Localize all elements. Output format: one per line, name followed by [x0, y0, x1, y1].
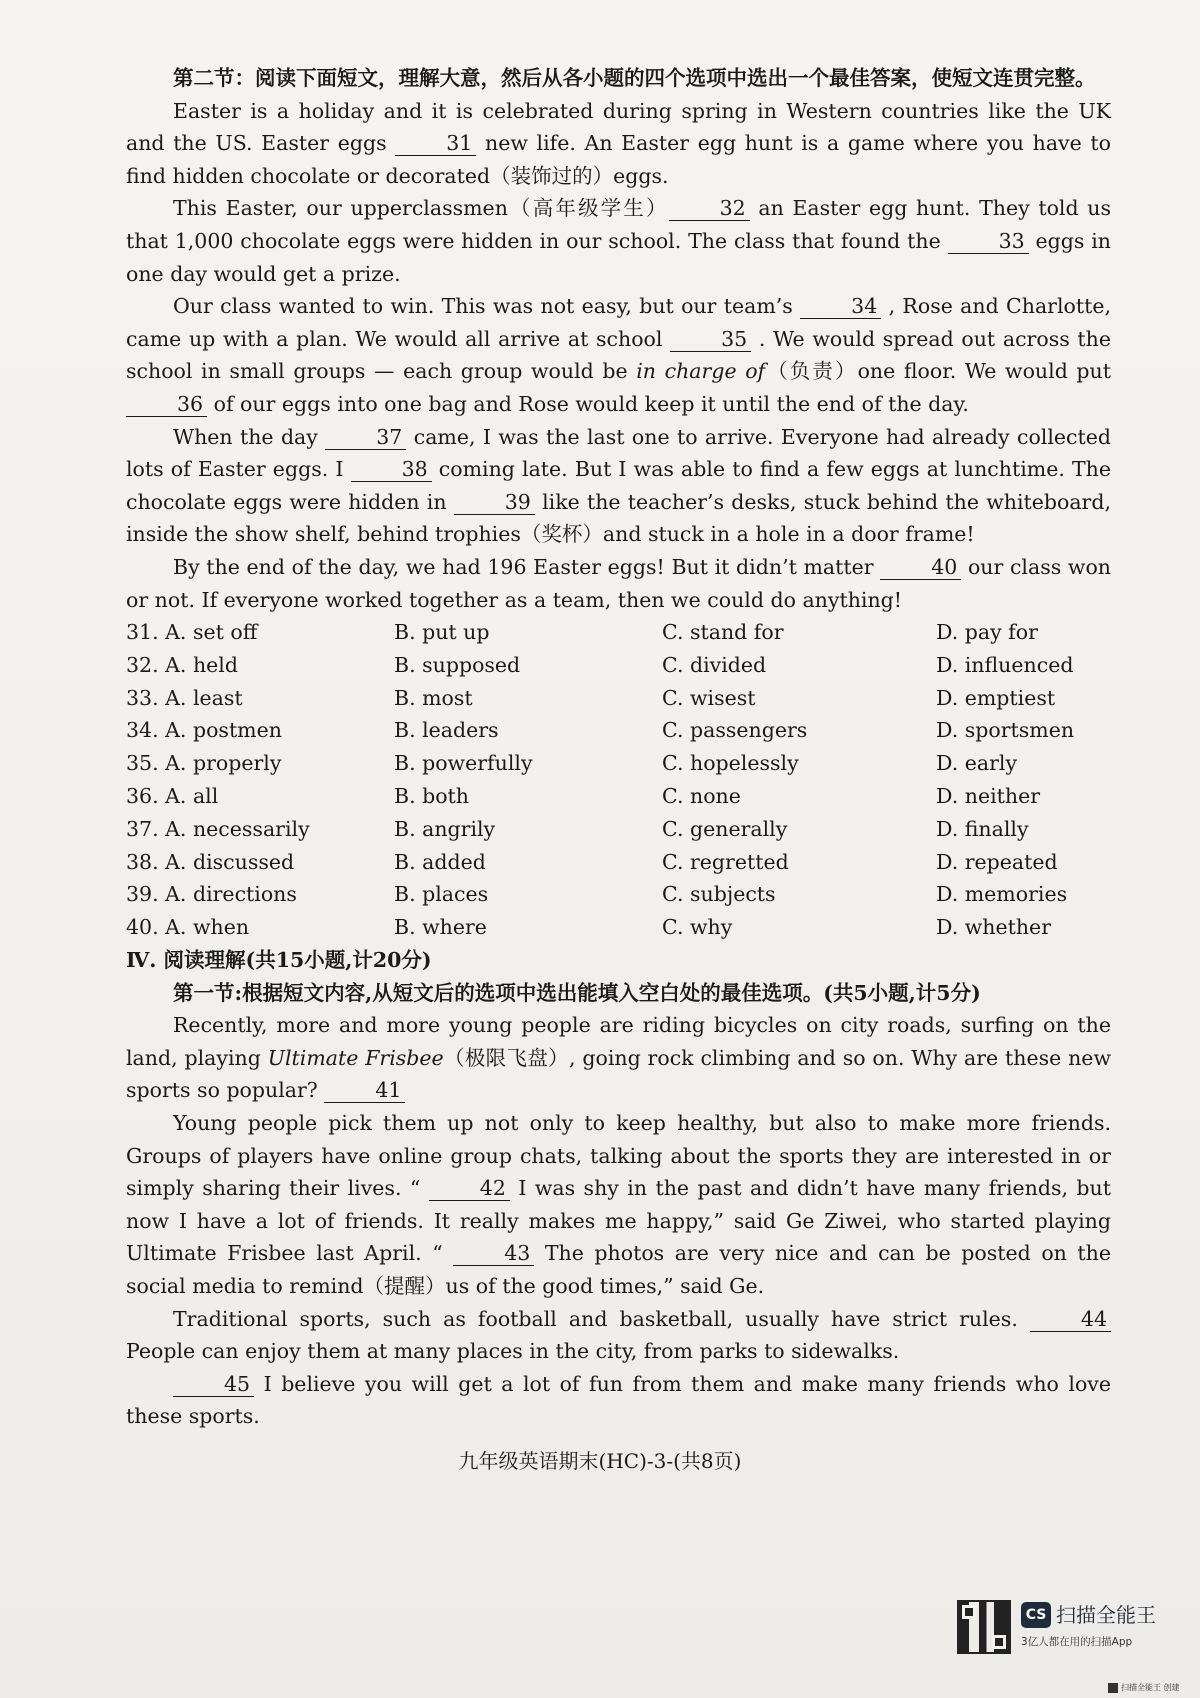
- passage-paragraph: [126, 1368, 1111, 1433]
- option-c: C. subjects: [662, 882, 776, 907]
- option-a: 37. A. necessarily: [126, 816, 310, 841]
- passage-text: eggs in one day would get a prize.: [126, 228, 1112, 286]
- passage-text: coming late. But I was able to find a few eggs at lunchtime. The chocolate eggs were hidden in: [126, 457, 1111, 514]
- option-c: C. divided: [662, 652, 767, 677]
- blank-33: 33: [948, 229, 1029, 254]
- passage-paragraph: [126, 1009, 1111, 1107]
- option-d: D. whether: [936, 915, 1051, 940]
- blank-32: 32: [669, 196, 750, 221]
- blank-37: 37: [325, 425, 406, 450]
- option-b: B. added: [394, 849, 486, 874]
- scanner-name: 扫描全能王: [1056, 1603, 1156, 1627]
- passage-text: I believe you will get a lot of fun from them and make many friends who love these sports.: [126, 1371, 1111, 1429]
- passage-paragraph: [126, 290, 1111, 420]
- passage-text: came, I was the last one to arrive. Everyone had already collected lots of Easter eggs. I: [126, 424, 1112, 482]
- option-b: B. supposed: [394, 652, 521, 677]
- option-d: D. pay for: [936, 620, 1038, 645]
- passage-paragraph: [126, 192, 1111, 290]
- option-row: [126, 616, 1111, 649]
- option-b: B. places: [394, 882, 489, 907]
- option-a: 35. A. properly: [126, 751, 282, 776]
- page-footer: 九年级英语期末(HC)-3-(共8页): [458, 1449, 742, 1473]
- passage-text: （极限飞盘）, going rock climbing and so on. Why are these new sports so popular?: [126, 1045, 1111, 1103]
- exam-content: [126, 62, 1111, 1433]
- option-row: [126, 780, 1111, 813]
- option-d: D. influenced: [936, 652, 1074, 677]
- option-a: 38. A. discussed: [126, 849, 295, 874]
- blank-31: 31: [395, 131, 476, 156]
- passage-paragraph: [126, 95, 1111, 193]
- passage-text: When the day: [173, 424, 326, 449]
- scanner-tagline: 3亿人都在用的扫描App: [1021, 1636, 1133, 1648]
- passage-text: I was shy in the past and didn’t have many friends, but now I have a lot of friends. It really makes me happy,” said Ge Ziwei, who started playing Ultimate Frisbee last April. “: [126, 1176, 1111, 1266]
- scanner-mini-text: 扫描全能王 创建: [1121, 1683, 1180, 1692]
- option-c: C. stand for: [662, 620, 784, 645]
- option-d: D. emptiest: [936, 685, 1056, 710]
- passage-text: The photos are very nice and can be posted on the social media to remind（提醒）us of the good times,” said Ge.: [126, 1241, 1111, 1298]
- option-row: [126, 813, 1111, 846]
- option-a: 32. A. held: [126, 652, 238, 677]
- option-c: C. why: [662, 915, 733, 940]
- passage-text: Our class wanted to win. This was not easy, but our team’s: [173, 294, 801, 319]
- qr-code-icon: [957, 1600, 1011, 1654]
- passage-emphasis: in charge of: [636, 359, 766, 384]
- option-d: D. early: [936, 751, 1018, 776]
- passage-text: Young people pick them up not only to keep healthy, but also to make more friends. Groups of players have online group chats, talking about the sports they are interested in or simply sharing their lives. “: [126, 1111, 1111, 1201]
- option-a: 31. A. set off: [126, 620, 258, 645]
- blank-39: 39: [454, 490, 535, 515]
- option-a: 33. A. least: [126, 685, 243, 710]
- option-c: C. regretted: [662, 849, 789, 874]
- option-c: C. hopelessly: [662, 751, 799, 776]
- option-row: [126, 682, 1111, 715]
- passage-text: Recently, more and more young people are riding bicycles on city roads, surfing on the land, playing: [126, 1013, 1111, 1070]
- passage-paragraph: [126, 1303, 1111, 1368]
- blank-38: 38: [351, 457, 432, 482]
- option-b: B. put up: [394, 620, 490, 645]
- passage-text: （负责）one floor. We would put: [765, 359, 1111, 384]
- section-1-heading: 第一节:根据短文内容,从短文后的选项中选出能填入空白处的最佳选项。(共5小题,计5分): [173, 980, 981, 1005]
- scanner-watermark: [957, 1600, 1174, 1656]
- passage-text: . We would spread out across the school in small groups — each group would be: [126, 326, 1111, 384]
- answer-options: [126, 616, 1111, 944]
- blank-42: 42: [429, 1176, 510, 1201]
- option-a: 34. A. postmen: [126, 718, 282, 743]
- option-b: B. both: [394, 784, 470, 809]
- blank-45: 45: [173, 1372, 254, 1397]
- option-a: 36. A. all: [126, 784, 219, 809]
- scanner-logo: CS: [1021, 1602, 1051, 1628]
- passage-text: Easter is a holiday and it is celebrated during spring in Western countries like the UK and the US. Easter eggs: [126, 98, 1111, 156]
- passage-text: an Easter egg hunt. They told us that 1,000 chocolate eggs were hidden in our school. The class that found the: [126, 196, 1111, 253]
- option-row: [126, 911, 1111, 944]
- scanner-mini-mark: [1108, 1682, 1180, 1693]
- passage-emphasis: Ultimate Frisbee: [267, 1045, 444, 1070]
- passage-text: Traditional sports, such as football and basketball, usually have strict rules.: [173, 1306, 1030, 1331]
- passage-text: This Easter, our upperclassmen（高年级学生）: [173, 196, 669, 221]
- option-b: B. powerfully: [394, 751, 533, 776]
- blank-43: 43: [453, 1241, 534, 1266]
- passage-text: like the teacher’s desks, stuck behind the whiteboard, inside the show shelf, behind trophies（奖杯）and stuck in a hole in a door frame!: [126, 489, 1111, 547]
- passage-text: new life. An Easter egg hunt is a game where you have to find hidden chocolate or decorated（装饰过的）eggs.: [126, 131, 1111, 188]
- option-d: D. memories: [936, 882, 1068, 907]
- passage-paragraph: [126, 1107, 1111, 1303]
- blank-41: 41: [324, 1078, 405, 1103]
- passage-text: of our eggs into one bag and Rose would keep it until the end of the day.: [207, 391, 969, 416]
- passage-paragraph: [126, 551, 1111, 616]
- part-4-title: Ⅳ. 阅读理解(共15小题,计20分): [126, 948, 432, 973]
- passage-paragraph: [126, 421, 1111, 551]
- blank-44: 44: [1030, 1307, 1111, 1332]
- option-c: C. passengers: [662, 718, 808, 743]
- section-2-heading: 第二节：阅读下面短文，理解大意，然后从各小题的四个选项中选出一个最佳答案，使短文连贯完整。: [173, 66, 1096, 90]
- passage-text: our class won or not. If everyone worked together as a team, then we could do anything!: [126, 554, 1111, 612]
- blank-35: 35: [670, 327, 751, 352]
- option-c: C. wisest: [662, 685, 756, 710]
- option-b: B. angrily: [394, 816, 496, 841]
- blank-36: 36: [126, 392, 207, 417]
- option-a: 40. A. when: [126, 915, 250, 940]
- option-row: [126, 846, 1111, 879]
- passage-text: , Rose and Charlotte, came up with a plan. We would all arrive at school: [126, 294, 1111, 351]
- blank-34: 34: [800, 294, 881, 319]
- option-b: B. leaders: [394, 718, 499, 743]
- option-a: 39. A. directions: [126, 882, 297, 907]
- option-row: [126, 649, 1111, 682]
- option-row: [126, 747, 1111, 780]
- option-b: B. most: [394, 685, 473, 710]
- option-row: [126, 878, 1111, 911]
- option-row: [126, 714, 1111, 747]
- option-b: B. where: [394, 915, 487, 940]
- option-c: C. generally: [662, 816, 788, 841]
- option-d: D. sportsmen: [936, 718, 1075, 743]
- option-d: D. neither: [936, 784, 1041, 809]
- blank-40: 40: [880, 555, 961, 580]
- option-c: C. none: [662, 784, 741, 809]
- mini-qr-icon: [1108, 1683, 1118, 1693]
- option-d: D. finally: [936, 816, 1029, 841]
- passage-text: People can enjoy them at many places in the city, from parks to sidewalks.: [126, 1339, 900, 1364]
- option-d: D. repeated: [936, 849, 1058, 874]
- passage-text: By the end of the day, we had 196 Easter eggs! But it didn’t matter: [173, 554, 881, 579]
